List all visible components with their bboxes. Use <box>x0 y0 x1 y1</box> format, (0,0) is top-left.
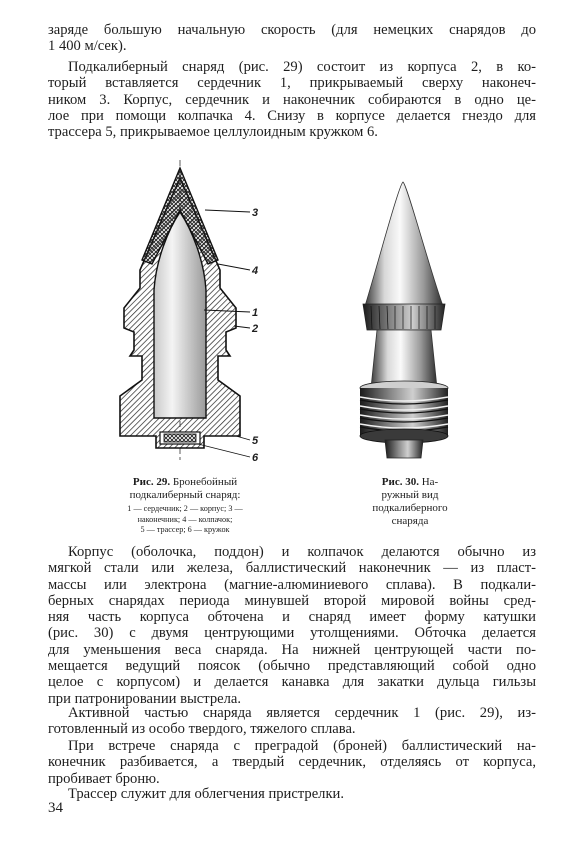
text-line: при патронировании выстрела. <box>48 690 242 707</box>
text-line: массы или электрона (магние-алюминиевого сплава). В подкали- <box>48 576 536 593</box>
legend-line: наконечник; 4 — колпачок; <box>137 514 233 524</box>
figure-30-caption <box>360 476 460 528</box>
caption-text: Бронебойный <box>172 476 238 488</box>
text-line: лое при помощи колпачка 4. Снизу в корпусе делается гнездо для <box>48 107 536 124</box>
legend-line: 5 — трассер; 6 — кружок <box>140 525 230 534</box>
label-5: 5 <box>252 435 259 447</box>
text-line: мягкой стали или железа, баллистический наконечник — из пласт- <box>48 560 536 577</box>
label-3: 3 <box>252 207 259 219</box>
caption-text: ружный вид <box>381 489 439 501</box>
rotating-band <box>360 381 448 443</box>
paragraph-armor-impact <box>48 738 536 787</box>
label-2: 2 <box>252 323 259 335</box>
text-line: (рис. 30) с двумя центрующими утолщениями. Обточка делается <box>48 625 536 642</box>
text-line: Подкалиберный снаряд (рис. 29) состоит из корпуса 2, в ко- <box>68 59 536 75</box>
text-line: целое с корпусом) и делается канавка для закатки дульца гильзы <box>48 674 536 691</box>
intro-paragraph <box>48 22 536 55</box>
paragraph-core <box>48 705 536 738</box>
text-line: Трассер служит для облегчения пристрелки. <box>68 786 344 802</box>
paragraph-tracer <box>48 786 536 802</box>
text-line: Корпус (оболочка, поддон) и колпачок делаются обычно из <box>68 544 536 560</box>
caption-text: снаряда <box>391 515 429 527</box>
text-line: готовленный из особо твердого, тяжелого сплава. <box>48 721 356 738</box>
base-stub <box>385 440 423 458</box>
text-line: торый вставляется сердечник 1, прикрываемый сверху наконеч- <box>48 75 536 92</box>
paragraph-subcaliber-composition <box>48 59 536 140</box>
text-line: 1 400 м/сек). <box>48 38 127 55</box>
label-6: 6 <box>252 452 259 464</box>
figure-29-cross-section <box>100 160 280 470</box>
disk-part-6 <box>164 434 196 442</box>
caption-number: Рис. 29. <box>132 476 171 488</box>
text-line: При встрече снаряда с преградой (броней) баллистический на- <box>68 738 536 754</box>
legend-line: 1 — сердечник; 2 — корпус; 3 — <box>127 504 243 513</box>
nose-cone <box>365 182 443 306</box>
figure-30-exterior-view <box>345 178 465 468</box>
text-line: ником 3. Корпус, сердечник и наконечник собираются в одно це- <box>48 91 536 108</box>
body-waist <box>371 330 437 388</box>
label-1: 1 <box>252 307 259 319</box>
text-line: трассера 5, прикрываемое целлулоидным кружком 6. <box>48 124 378 141</box>
figure-29-legend <box>95 504 275 536</box>
label-4: 4 <box>252 265 259 277</box>
caption-number: Рис. 30. <box>381 476 419 488</box>
figure-29-caption <box>95 476 275 502</box>
text-line: берных снарядах периода минувшей второй мировой войны сред- <box>48 592 536 609</box>
text-line: няя часть корпуса обточена и снаряд имеет форму катушки <box>48 609 536 626</box>
caption-text: подкалиберный снаряд: <box>129 489 241 501</box>
paragraph-body-materials <box>48 544 536 707</box>
caption-text: подкалиберного <box>372 502 448 514</box>
text-line: конечник разбивается, а твердый сердечник, отделяясь от корпуса, <box>48 754 536 771</box>
text-line: мещается ведущий поясок (обычно представляющий собой одно <box>48 658 536 675</box>
text-line: пробивает броню. <box>48 770 160 787</box>
text-line: для уменьшения веса снаряда. На нижней центрующей части по- <box>48 641 536 658</box>
text-line: заряде большую начальную скорость (для немецких снарядов до <box>48 22 536 38</box>
caption-text: На- <box>421 476 439 488</box>
page-number: 34 <box>48 800 63 816</box>
text-line: Активной частью снаряда является сердечник 1 (рис. 29), из- <box>68 705 536 721</box>
cone-skirt <box>363 304 445 330</box>
